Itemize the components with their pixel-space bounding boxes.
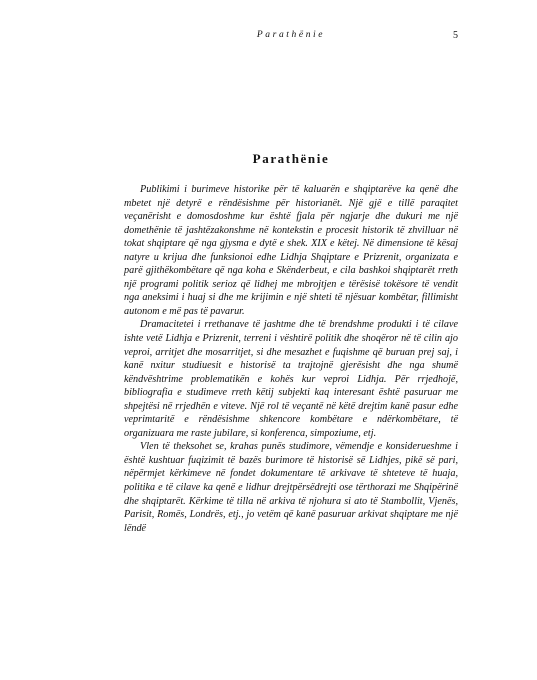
chapter-title: Parathënie bbox=[252, 151, 330, 166]
paragraph-1: Publikimi i burimeve historike për të kaluarën e shqiptarëve ka qenë dhe mbetet një detyrë e rëndësishme për historianët. Një gjë e tillë paraqitet veçanërisht e domosdoshme kur është fjala për ngjarje dhe dukuri me një domethënie të jashtëzakonshme në kontekstin e procesit historik të zhvilluar në tokat shqiptare që nga gjysma e dytë e shek. XIX e këtej. Në dimensione të kësaj natyre u krijua dhe funksionoi edhe Lidhja Shqiptare e Prizrenit, organizata e parë gjithëkombëtare që nga koha e Skënderbeut, e cila bashkoi shqiptarët rreth një programi politik serioz që lidhej me mbrojtjen e tërësisë tokësore të vendit nga aneksimi i huaj si dhe me krijimin e një shteti të njësuar kombëtar, fillimisht autonom e më pas të pavarur. bbox=[124, 184, 458, 317]
body-text bbox=[124, 183, 458, 535]
running-header bbox=[124, 30, 458, 46]
page-number: 5 bbox=[453, 30, 458, 41]
running-title: Parathënie bbox=[256, 30, 326, 40]
paragraph-3: Vlen të theksohet se, krahas punës studimore, vëmendje e konsiderueshme i është kushtuar fuqizimit të bazës burimore të historisë së Lidhjes, pikë së pari, nëpërmjet kërkimeve në fondet dokumentare të arkivave të shteteve të huaja, politika e të cilave ka qenë e lidhur drejtpërsëdrejti ose tërthorazi me Shqipërinë dhe shqiptarët. Kërkime të tilla në arkiva të njohura si ato të Stambollit, Vjenës, Parisit, Romës, Londrës, etj., jo vetëm që kanë pasuruar arkivat shqiptare me një lëndë bbox=[124, 441, 458, 534]
paragraph-2: Dramacitetei i rrethanave të jashtme dhe të brendshme produkti i të cilave ishte vetë Lidhja e Prizrenit, terreni i vështirë politik dhe shoqëror në të cilin ajo veproi, arritjet dhe mosarritjet, si dhe mesazhet e fuqishme që buruan prej saj, i kanë nxitur studiuesit e historisë ta trajtojnë gjerësisht dhe nga shumë këndvështrime problematikën e kohës kur veproi Lidhja. Për rrjedhojë, bibliografia e studimeve rreth këtij subjekti kaq interesant është pasuruar me shpejtësi në rrjedhën e viteve. Një rol të veçantë në këtë drejtim kanë pasur edhe veprimtaritë e rëndësishme shkencore kombëtare e ndërkombëtare, të organizuara me raste jubilare, si konferenca, simpoziume, etj. bbox=[124, 319, 458, 439]
